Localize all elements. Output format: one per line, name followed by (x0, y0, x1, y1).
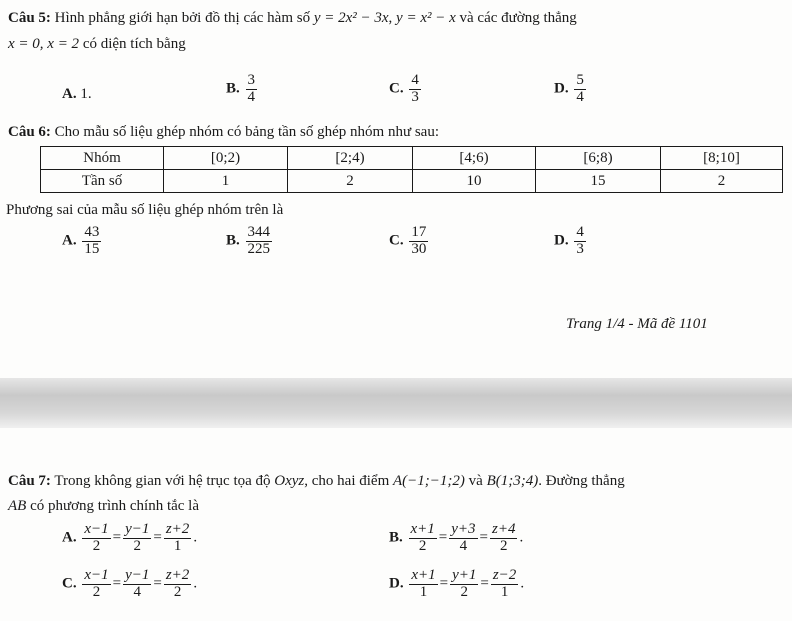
page-footer: Trang 1/4 - Mã đề 1101 (566, 316, 708, 332)
option-label: B. (226, 80, 240, 97)
denominator: 225 (247, 240, 271, 257)
denominator: 2 (133, 537, 141, 554)
option-label: C. (62, 575, 77, 592)
q5-text-b: và các đường thẳng (459, 10, 577, 26)
fraction (82, 225, 101, 258)
q6-label: Câu 6: (8, 124, 51, 140)
q6-question-text: Phương sai của mẫu số liệu ghép nhóm trên là (6, 202, 284, 218)
frequency-table (40, 146, 783, 193)
table-cell: 15 (536, 170, 661, 193)
q6-option-a[interactable] (62, 225, 103, 258)
denominator: 4 (576, 88, 584, 105)
numerator: 4 (576, 224, 584, 240)
q5-line-2 (8, 36, 186, 53)
numerator: 344 (247, 224, 271, 240)
fraction (491, 568, 518, 601)
denominator: 4 (247, 88, 256, 105)
denominator: 1 (500, 583, 509, 600)
q5-label: Câu 5: (8, 10, 51, 26)
numerator: y+3 (451, 521, 476, 537)
fraction (246, 225, 273, 258)
denominator: 3 (411, 88, 419, 105)
q5-bounds: x = 0, x = 2 (8, 36, 80, 52)
fraction (82, 568, 110, 601)
denominator: 2 (418, 537, 427, 554)
option-label: A. (62, 529, 77, 546)
numerator: z−2 (492, 567, 517, 583)
q6-option-b[interactable] (226, 225, 274, 258)
option-label: C. (389, 232, 404, 249)
denominator: 2 (92, 537, 101, 554)
q5-function-2: y = x² − x (396, 10, 456, 26)
q6-line-1 (8, 124, 439, 141)
table-cell: 10 (413, 170, 536, 193)
fraction (246, 73, 258, 106)
q5-option-b[interactable] (226, 73, 259, 106)
numerator: y−1 (125, 521, 150, 537)
q7-and: và (468, 473, 483, 489)
fraction (123, 568, 151, 601)
fraction (409, 568, 437, 601)
option-label: C. (389, 80, 404, 97)
q6-option-c[interactable] (389, 225, 430, 258)
q6-option-d[interactable] (554, 225, 588, 258)
denominator: 15 (84, 240, 100, 257)
table-cell: [0;2) (164, 147, 288, 170)
option-label: A. (62, 232, 77, 249)
fraction (490, 522, 517, 555)
q7-option-a[interactable]: A. $\frac{x-1}{2}$ = $\frac{y-1}{2}$ = $\frac{z+2}{1}$ . (62, 521, 198, 554)
numerator: x−1 (84, 521, 109, 537)
numerator: 43 (84, 224, 100, 240)
table-cell: [6;8) (536, 147, 661, 170)
q5-option-d[interactable] (554, 73, 588, 106)
denominator: 2 (92, 583, 101, 600)
numerator: y−1 (125, 567, 150, 583)
option-label: A. (62, 86, 77, 102)
q7-label: Câu 7: (8, 473, 51, 489)
fraction (409, 225, 428, 258)
q5-text-c: có diện tích bằng (82, 36, 186, 52)
numerator: 3 (247, 72, 256, 88)
table-cell: 1 (164, 170, 288, 193)
numerator: 5 (576, 72, 584, 88)
denominator: 30 (411, 240, 427, 257)
fraction (574, 73, 586, 106)
fraction (82, 522, 110, 555)
numerator: x+1 (410, 521, 435, 537)
option-value: 1. (80, 86, 92, 102)
table-cell: 2 (661, 170, 783, 193)
q7-point-a: A(−1;−1;2) (393, 473, 465, 489)
q7-point-b: B(1;3;4) (486, 473, 539, 489)
numerator: z+2 (165, 567, 190, 583)
option-label: D. (389, 575, 404, 592)
q7-option-b[interactable]: B. $\frac{x+1}{2}$ = $\frac{y+3}{4}$ = $\frac{z+4}{2}$ . (389, 521, 524, 554)
page-separator (0, 378, 792, 428)
q7-line-name: AB (8, 498, 27, 514)
q5-text-a: Hình phẳng giới hạn bởi đồ thị các hàm số (54, 10, 311, 26)
denominator: 2 (173, 583, 182, 600)
fraction (123, 522, 151, 555)
denominator: 4 (459, 537, 468, 554)
q7-line-1 (8, 473, 625, 490)
q5-option-a[interactable] (62, 86, 92, 103)
q7-line-2 (8, 498, 199, 515)
q7-text-c: . Đường thẳng (538, 473, 625, 489)
option-label: D. (554, 232, 569, 249)
denominator: 2 (500, 537, 508, 554)
q5-sep: , (388, 10, 393, 26)
fraction (449, 522, 477, 555)
fraction (409, 522, 437, 555)
numerator: 17 (411, 224, 427, 240)
numerator: z+4 (492, 521, 516, 537)
option-label: B. (389, 529, 403, 546)
numerator: z+2 (165, 521, 190, 537)
table-row-frequencies (41, 170, 783, 193)
table-header-cell: Tần số (41, 170, 164, 193)
q7-text-a: Trong không gian với hệ trục tọa độ (54, 473, 271, 489)
fraction (164, 522, 191, 555)
denominator: 3 (576, 240, 584, 257)
q7-system: Oxyz (274, 473, 305, 489)
option-label: B. (226, 232, 240, 249)
fraction (574, 225, 586, 258)
denominator: 4 (133, 583, 141, 600)
option-label: D. (554, 80, 569, 97)
q7-option-d[interactable]: D. $\frac{x+1}{1}$ = $\frac{y+1}{2}$ = $\frac{z-2}{1}$ . (389, 567, 525, 600)
fraction (164, 568, 191, 601)
q6-text: Cho mẫu số liệu ghép nhóm có bảng tần số ghép nhóm như sau: (54, 124, 440, 140)
table-header-cell: Nhóm (41, 147, 164, 170)
table-cell: [2;4) (288, 147, 413, 170)
denominator: 1 (419, 583, 428, 600)
fraction (450, 568, 478, 601)
numerator: 4 (411, 72, 419, 88)
table-row-groups (41, 147, 783, 170)
table-cell: 2 (288, 170, 413, 193)
q5-option-c[interactable] (389, 73, 423, 106)
table-cell: [4;6) (413, 147, 536, 170)
denominator: 1 (173, 537, 182, 554)
numerator: x−1 (84, 567, 109, 583)
q7-option-c[interactable]: C. $\frac{x-1}{2}$ = $\frac{y-1}{4}$ = $\frac{z+2}{2}$ . (62, 567, 198, 600)
denominator: 2 (460, 583, 468, 600)
q7-text-d: có phương trình chính tắc là (30, 498, 200, 514)
numerator: y+1 (452, 567, 477, 583)
table-cell: [8;10] (661, 147, 783, 170)
q6-question (6, 202, 283, 219)
fraction (409, 73, 421, 106)
q5-line-1 (8, 10, 577, 27)
q5-function-1: y = 2x² − 3x (313, 10, 389, 26)
q7-text-b: , cho hai điểm (304, 473, 390, 489)
numerator: x+1 (411, 567, 436, 583)
